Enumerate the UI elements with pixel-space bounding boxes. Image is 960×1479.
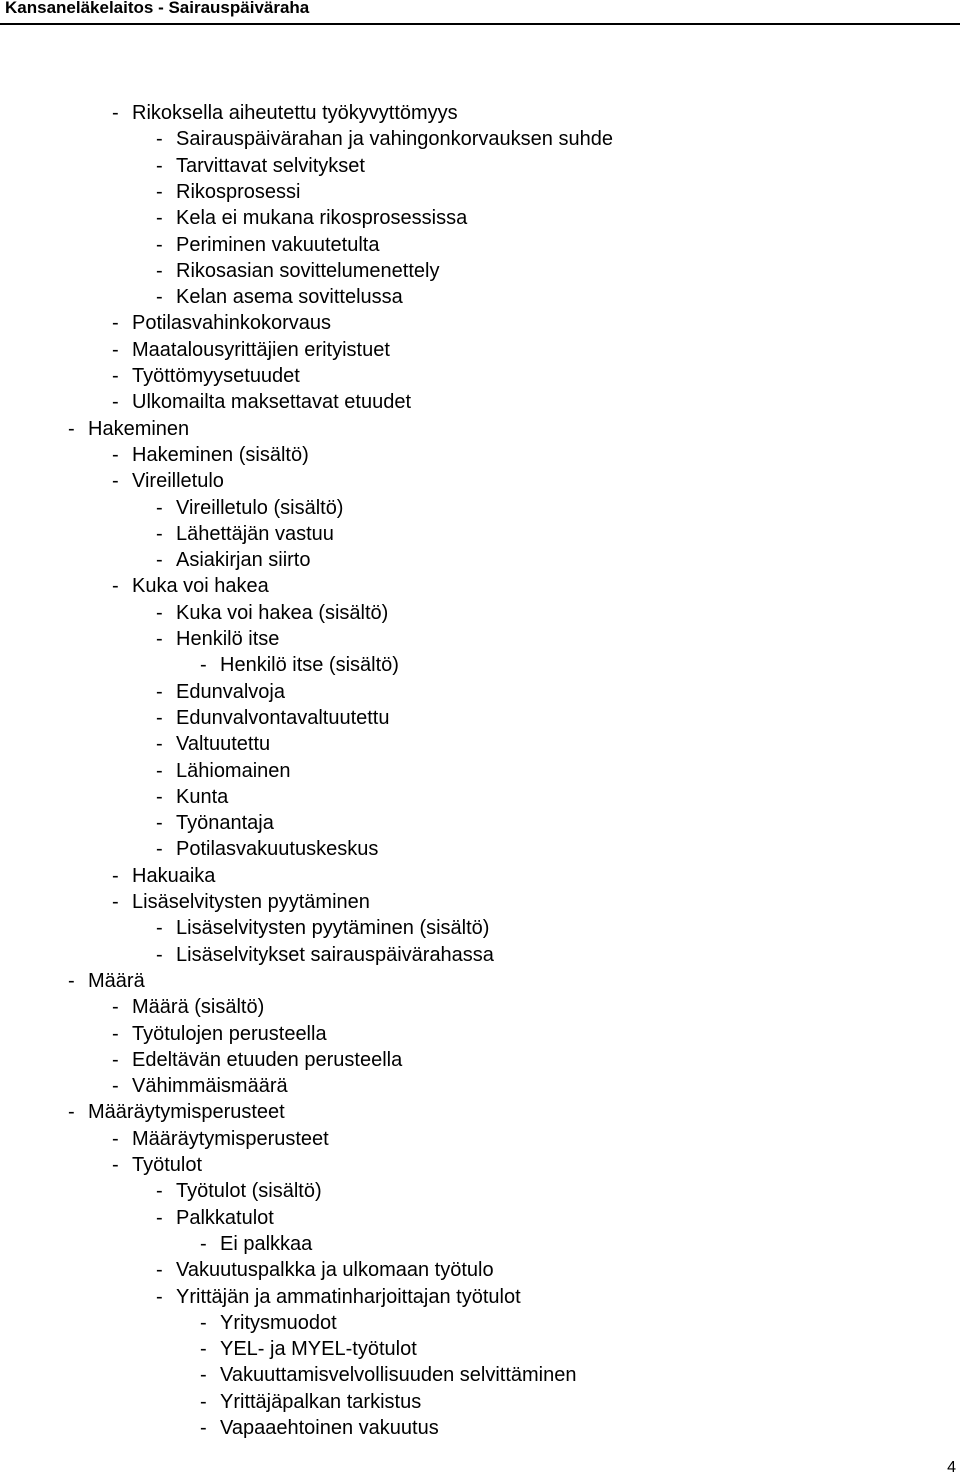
toc-item-label: Rikosasian sovittelumenettely (176, 259, 440, 282)
toc-item (112, 863, 215, 889)
toc-bullet-dash: - (112, 443, 119, 466)
toc-item (156, 179, 300, 205)
toc-item (200, 1231, 312, 1257)
toc-item (112, 1047, 402, 1073)
toc-item-label: Ei palkkaa (220, 1232, 313, 1255)
toc-item (156, 679, 285, 705)
toc-item (112, 363, 300, 389)
toc-item (112, 468, 224, 494)
toc-item-label: Palkkatulot (176, 1206, 274, 1229)
toc-item (156, 153, 365, 179)
toc-item (156, 495, 343, 521)
toc-item-label: Maatalousyrittäjien erityistuet (132, 338, 390, 361)
toc-item-label: Ulkomailta maksettavat etuudet (132, 391, 412, 414)
toc-item (112, 1073, 288, 1099)
toc-bullet-dash: - (200, 1390, 207, 1413)
toc-bullet-dash: - (156, 759, 163, 782)
toc-item (156, 810, 274, 836)
toc-item-label: Edunvalvontavaltuutettu (176, 706, 390, 729)
toc-bullet-dash: - (156, 180, 163, 203)
toc-bullet-dash: - (112, 575, 119, 598)
toc-bullet-dash: - (156, 601, 163, 624)
toc-bullet-dash: - (156, 522, 163, 545)
toc-item-label: Kelan asema sovittelussa (176, 286, 403, 309)
toc-item (200, 652, 399, 678)
toc-item (112, 100, 458, 126)
toc-item-label: Asiakirjan siirto (176, 549, 311, 572)
toc-item-label: Lähiomainen (176, 759, 291, 782)
toc-bullet-dash: - (200, 654, 207, 677)
toc-item (112, 389, 411, 415)
toc-bullet-dash: - (112, 1048, 119, 1071)
toc-bullet-dash: - (68, 417, 75, 440)
toc-item-label: Rikoksella aiheutettu työkyvyttömyys (132, 102, 458, 124)
toc-item-label: Periminen vakuutetulta (176, 233, 380, 256)
toc-item (200, 1415, 439, 1441)
toc-item-label: Vireilletulo (132, 470, 224, 493)
toc-item-label: Sairauspäivärahan ja vahingonkorvauksen suhde (176, 128, 613, 151)
toc-item (112, 1152, 202, 1178)
toc-bullet-dash: - (156, 1180, 163, 1203)
toc-item (156, 1205, 274, 1231)
toc-item-label: Yrittäjäpalkan tarkistus (220, 1390, 422, 1413)
toc-bullet-dash: - (156, 154, 163, 177)
toc-item (156, 205, 467, 231)
toc-bullet-dash: - (156, 838, 163, 861)
toc-item (200, 1362, 576, 1388)
toc-bullet-dash: - (156, 1285, 163, 1308)
toc-item (156, 232, 379, 258)
toc-item-label: Yrittäjän ja ammatinharjoittajan työtulot (176, 1285, 521, 1308)
toc-item (156, 547, 310, 573)
toc-bullet-dash: - (156, 286, 163, 309)
page-number: 4 (947, 1459, 956, 1476)
toc-item (200, 1336, 417, 1362)
toc-item-label: Valtuutettu (176, 733, 271, 756)
toc-bullet-dash: - (156, 1259, 163, 1282)
toc-item-label: Hakeminen (88, 417, 190, 440)
toc-item (156, 521, 334, 547)
toc-bullet-dash: - (68, 1101, 75, 1124)
toc-bullet-dash: - (156, 733, 163, 756)
toc-bullet-dash: - (112, 1022, 119, 1045)
toc-bullet-dash: - (156, 628, 163, 650)
toc-item (156, 284, 403, 310)
toc-item (112, 994, 264, 1020)
toc-bullet-dash: - (156, 812, 163, 835)
toc-item (200, 1389, 421, 1415)
toc-item-label: Kuka voi hakea (sisältö) (176, 601, 389, 624)
toc-item (156, 626, 279, 652)
toc-item-label: Edeltävän etuuden perusteella (132, 1048, 403, 1071)
toc-item-label: Lähettäjän vastuu (176, 522, 334, 545)
toc-bullet-dash: - (156, 549, 163, 572)
toc-item-label: Henkilö itse (sisältö) (220, 654, 399, 677)
toc-item-label: Potilasvakuutuskeskus (176, 838, 379, 861)
toc-item-label: Määräytymisperusteet (88, 1101, 285, 1124)
toc-bullet-dash: - (200, 1232, 207, 1255)
toc-item (156, 600, 388, 626)
toc-bullet-dash: - (112, 102, 119, 124)
header-divider (0, 23, 960, 25)
toc-item-label: Kuka voi hakea (132, 575, 269, 598)
toc-bullet-dash: - (112, 312, 119, 335)
toc-bullet-dash: - (200, 1311, 207, 1334)
toc-item-label: Hakuaika (132, 864, 216, 887)
toc-item-label: Määrä (sisältö) (132, 996, 265, 1019)
toc-bullet-dash: - (112, 1154, 119, 1176)
toc-bullet-dash: - (156, 706, 163, 729)
toc-item (156, 126, 613, 152)
toc-item-label: Yritysmuodot (220, 1311, 337, 1334)
toc-bullet-dash: - (156, 207, 163, 230)
toc-item-label: Tarvittavat selvitykset (176, 154, 365, 177)
toc-item-label: Kela ei mukana rikosprosessissa (176, 207, 468, 230)
toc-item (112, 889, 370, 915)
toc-bullet-dash: - (68, 969, 75, 992)
toc-bullet-dash: - (156, 128, 163, 151)
toc-item (112, 310, 331, 336)
toc-bullet-dash: - (200, 1364, 207, 1387)
toc-item (68, 416, 189, 442)
toc-bullet-dash: - (112, 891, 119, 913)
toc-bullet-dash: - (200, 1338, 207, 1361)
toc-item (156, 915, 489, 941)
toc-bullet-dash: - (112, 365, 119, 387)
toc-item (68, 968, 145, 994)
toc-item-label: Potilasvahinkokorvaus (132, 312, 331, 335)
toc-bullet-dash: - (112, 470, 119, 493)
toc-bullet-dash: - (156, 259, 163, 282)
toc-bullet-dash: - (156, 917, 163, 940)
toc-item-label: Työtulojen perusteella (132, 1022, 327, 1045)
toc-bullet-dash: - (156, 680, 163, 703)
toc-item-label: Lisäselvitysten pyytäminen (132, 891, 370, 913)
toc-bullet-dash: - (156, 785, 163, 808)
toc-bullet-dash: - (112, 996, 119, 1019)
toc-item (156, 1178, 322, 1204)
toc-item-label: Lisäselvitykset sairauspäivärahassa (176, 943, 494, 966)
toc-item-label: Vakuutuspalkka ja ulkomaan työtulo (176, 1259, 494, 1282)
toc-bullet-dash: - (200, 1417, 207, 1439)
toc-bullet-dash: - (156, 233, 163, 256)
toc-item (156, 836, 378, 862)
toc-bullet-dash: - (112, 1075, 119, 1098)
toc-item (156, 942, 494, 968)
toc-item (68, 1099, 285, 1125)
toc-bullet-dash: - (156, 943, 163, 966)
toc-item (156, 1257, 494, 1283)
toc-bullet-dash: - (112, 1127, 119, 1150)
toc-bullet-dash: - (112, 391, 119, 414)
toc-bullet-dash: - (112, 338, 119, 361)
toc-item-label: Vireilletulo (sisältö) (176, 496, 344, 519)
toc-item-label: Työttömyysetuudet (132, 365, 300, 387)
toc-item (156, 731, 270, 757)
toc-bullet-dash: - (112, 864, 119, 887)
toc-item-label: Henkilö itse (176, 628, 280, 650)
toc-item (156, 784, 228, 810)
toc-item (200, 1310, 337, 1336)
toc-item-label: Hakeminen (sisältö) (132, 443, 309, 466)
toc-item-label: Lisäselvitysten pyytäminen (sisältö) (176, 917, 490, 940)
toc-item (112, 573, 269, 599)
toc-item-label: Edunvalvoja (176, 680, 285, 703)
toc-item (156, 1284, 521, 1310)
toc-bullet-dash: - (156, 496, 163, 519)
toc-item-label: Työnantaja (176, 812, 274, 835)
toc-item (112, 337, 390, 363)
toc-item-label: Rikosprosessi (176, 180, 301, 203)
toc-item-label: Vähimmäismäärä (132, 1075, 288, 1098)
toc-bullet-dash: - (156, 1206, 163, 1229)
toc-item (112, 442, 309, 468)
toc-item-label: Määrä (88, 969, 145, 992)
toc-item-label: YEL- ja MYEL-työtulot (220, 1338, 417, 1361)
toc-item (156, 705, 390, 731)
toc-item (156, 258, 439, 284)
toc-item-label: Työtulot (132, 1154, 203, 1176)
toc-item-label: Määräytymisperusteet (132, 1127, 329, 1150)
toc-item (156, 758, 291, 784)
toc-item (112, 1021, 327, 1047)
toc-item (112, 1126, 329, 1152)
toc-item-label: Vapaaehtoinen vakuutus (220, 1417, 439, 1439)
toc-item-label: Työtulot (sisältö) (176, 1180, 322, 1203)
toc-item-label: Vakuuttamisvelvollisuuden selvittäminen (220, 1364, 577, 1387)
toc-item-label: Kunta (176, 785, 229, 808)
page-header-title: Kansaneläkelaitos - Sairauspäiväraha (5, 0, 310, 17)
